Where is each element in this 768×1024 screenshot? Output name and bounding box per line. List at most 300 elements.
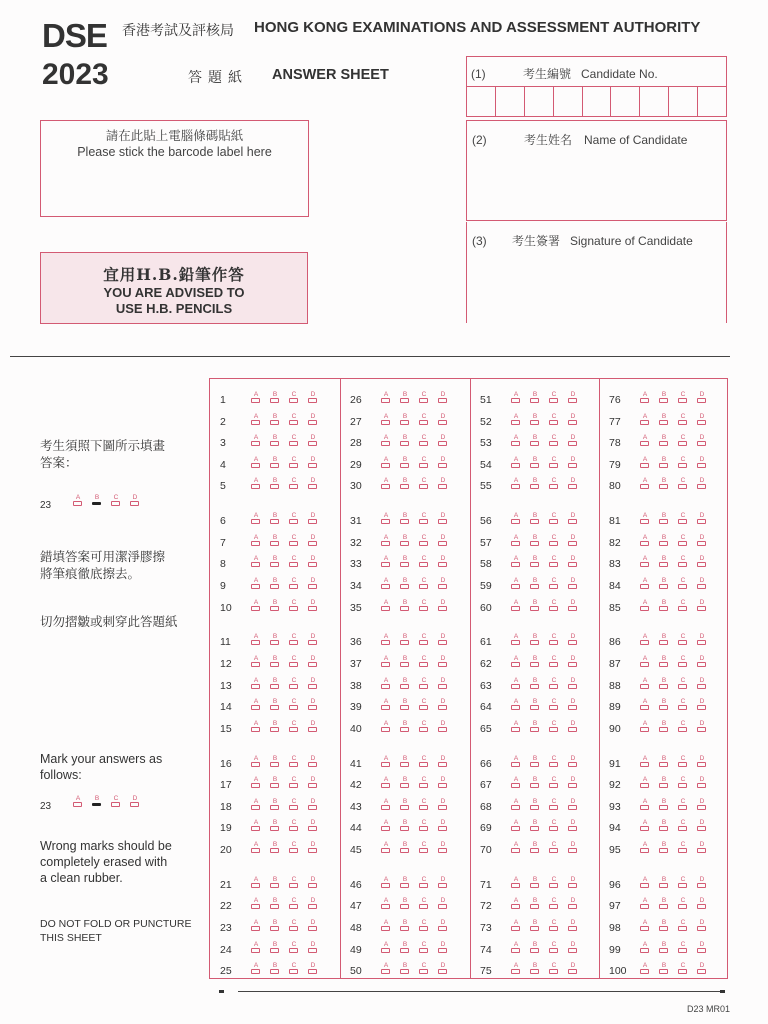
- bubble-c[interactable]: [548, 798, 560, 812]
- bubble-c[interactable]: [677, 798, 689, 812]
- bubble-a[interactable]: [639, 413, 651, 427]
- bubble-d[interactable]: [567, 391, 579, 405]
- bubble-c[interactable]: [548, 720, 560, 734]
- bubble-a[interactable]: [380, 655, 392, 669]
- bubble-c[interactable]: [677, 477, 689, 491]
- bubble-d[interactable]: [307, 841, 319, 855]
- candidate-name-box[interactable]: [466, 120, 727, 221]
- bubble-b[interactable]: [269, 720, 281, 734]
- bubble-c[interactable]: [418, 776, 430, 790]
- candidate-number-cell[interactable]: [467, 87, 496, 116]
- bubble-b[interactable]: [269, 633, 281, 647]
- bubble-b[interactable]: [529, 798, 541, 812]
- bubble-b[interactable]: [269, 391, 281, 405]
- bubble-c[interactable]: [548, 555, 560, 569]
- bubble-a[interactable]: [380, 512, 392, 526]
- bubble-b[interactable]: [658, 456, 670, 470]
- bubble-a[interactable]: [250, 841, 262, 855]
- bubble-d[interactable]: [307, 755, 319, 769]
- candidate-number-cell[interactable]: [583, 87, 612, 116]
- bubble-b[interactable]: [269, 599, 281, 613]
- bubble-a[interactable]: [639, 655, 651, 669]
- bubble-d[interactable]: [696, 941, 708, 955]
- bubble-b[interactable]: [658, 599, 670, 613]
- bubble-c[interactable]: [418, 655, 430, 669]
- bubble-c[interactable]: [548, 655, 560, 669]
- bubble-d[interactable]: [437, 677, 449, 691]
- bubble-b[interactable]: [658, 512, 670, 526]
- bubble-c[interactable]: [418, 633, 430, 647]
- bubble-c[interactable]: [288, 919, 300, 933]
- bubble-b[interactable]: [399, 776, 411, 790]
- bubble-d[interactable]: [567, 962, 579, 976]
- bubble-a[interactable]: [380, 599, 392, 613]
- bubble-d[interactable]: [307, 876, 319, 890]
- bubble-d[interactable]: [307, 897, 319, 911]
- bubble-b[interactable]: [399, 962, 411, 976]
- bubble-b[interactable]: [269, 897, 281, 911]
- bubble-c[interactable]: [418, 798, 430, 812]
- bubble-d[interactable]: [437, 534, 449, 548]
- bubble-c[interactable]: [110, 795, 122, 809]
- bubble-a[interactable]: [250, 599, 262, 613]
- bubble-a[interactable]: [380, 897, 392, 911]
- bubble-a[interactable]: [380, 555, 392, 569]
- bubble-b[interactable]: [269, 434, 281, 448]
- bubble-b[interactable]: [399, 577, 411, 591]
- bubble-a[interactable]: [639, 477, 651, 491]
- bubble-c[interactable]: [548, 512, 560, 526]
- bubble-c[interactable]: [677, 677, 689, 691]
- bubble-a[interactable]: [250, 819, 262, 833]
- bubble-a[interactable]: [250, 633, 262, 647]
- bubble-a[interactable]: [510, 512, 522, 526]
- bubble-a[interactable]: [380, 876, 392, 890]
- bubble-d[interactable]: [437, 434, 449, 448]
- bubble-d[interactable]: [696, 456, 708, 470]
- bubble-c[interactable]: [288, 798, 300, 812]
- bubble-a[interactable]: [250, 655, 262, 669]
- bubble-d[interactable]: [437, 577, 449, 591]
- bubble-b[interactable]: [658, 897, 670, 911]
- bubble-b[interactable]: [91, 795, 103, 809]
- bubble-c[interactable]: [677, 577, 689, 591]
- bubble-c[interactable]: [677, 962, 689, 976]
- bubble-c[interactable]: [548, 577, 560, 591]
- bubble-a[interactable]: [639, 798, 651, 812]
- bubble-b[interactable]: [529, 819, 541, 833]
- bubble-a[interactable]: [250, 720, 262, 734]
- bubble-a[interactable]: [510, 841, 522, 855]
- bubble-d[interactable]: [437, 698, 449, 712]
- candidate-number-cell[interactable]: [669, 87, 698, 116]
- bubble-d[interactable]: [437, 897, 449, 911]
- bubble-a[interactable]: [250, 477, 262, 491]
- bubble-b[interactable]: [529, 841, 541, 855]
- bubble-d[interactable]: [437, 391, 449, 405]
- bubble-b[interactable]: [658, 819, 670, 833]
- bubble-d[interactable]: [696, 655, 708, 669]
- bubble-c[interactable]: [548, 677, 560, 691]
- bubble-c[interactable]: [677, 599, 689, 613]
- bubble-c[interactable]: [288, 819, 300, 833]
- bubble-d[interactable]: [129, 494, 141, 508]
- bubble-c[interactable]: [677, 897, 689, 911]
- bubble-c[interactable]: [288, 876, 300, 890]
- bubble-b[interactable]: [529, 456, 541, 470]
- bubble-b[interactable]: [529, 677, 541, 691]
- bubble-a[interactable]: [510, 941, 522, 955]
- bubble-b[interactable]: [399, 919, 411, 933]
- bubble-a[interactable]: [380, 577, 392, 591]
- bubble-b[interactable]: [269, 798, 281, 812]
- bubble-b[interactable]: [529, 919, 541, 933]
- bubble-c[interactable]: [418, 577, 430, 591]
- bubble-d[interactable]: [567, 512, 579, 526]
- bubble-d[interactable]: [437, 655, 449, 669]
- bubble-c[interactable]: [288, 477, 300, 491]
- bubble-b[interactable]: [399, 941, 411, 955]
- bubble-c[interactable]: [677, 698, 689, 712]
- bubble-b[interactable]: [269, 456, 281, 470]
- bubble-d[interactable]: [307, 413, 319, 427]
- bubble-d[interactable]: [437, 876, 449, 890]
- bubble-a[interactable]: [639, 755, 651, 769]
- bubble-c[interactable]: [548, 941, 560, 955]
- bubble-a[interactable]: [639, 512, 651, 526]
- bubble-c[interactable]: [288, 776, 300, 790]
- bubble-a[interactable]: [510, 698, 522, 712]
- bubble-a[interactable]: [250, 456, 262, 470]
- bubble-b[interactable]: [399, 755, 411, 769]
- bubble-a[interactable]: [380, 841, 392, 855]
- bubble-c[interactable]: [288, 720, 300, 734]
- bubble-c[interactable]: [418, 819, 430, 833]
- bubble-c[interactable]: [418, 555, 430, 569]
- bubble-d[interactable]: [307, 391, 319, 405]
- bubble-d[interactable]: [696, 919, 708, 933]
- bubble-b[interactable]: [658, 919, 670, 933]
- bubble-d[interactable]: [696, 555, 708, 569]
- bubble-a[interactable]: [510, 776, 522, 790]
- bubble-b[interactable]: [399, 798, 411, 812]
- bubble-d[interactable]: [307, 555, 319, 569]
- bubble-c[interactable]: [418, 599, 430, 613]
- bubble-b[interactable]: [269, 677, 281, 691]
- bubble-c[interactable]: [677, 534, 689, 548]
- bubble-d[interactable]: [307, 534, 319, 548]
- bubble-c[interactable]: [418, 677, 430, 691]
- bubble-d[interactable]: [437, 512, 449, 526]
- bubble-c[interactable]: [418, 720, 430, 734]
- bubble-c[interactable]: [548, 534, 560, 548]
- bubble-c[interactable]: [418, 534, 430, 548]
- bubble-c[interactable]: [677, 919, 689, 933]
- bubble-b[interactable]: [269, 941, 281, 955]
- bubble-d[interactable]: [696, 776, 708, 790]
- bubble-a[interactable]: [510, 962, 522, 976]
- bubble-d[interactable]: [696, 720, 708, 734]
- bubble-a[interactable]: [639, 897, 651, 911]
- bubble-c[interactable]: [677, 841, 689, 855]
- bubble-b[interactable]: [399, 720, 411, 734]
- bubble-a[interactable]: [510, 633, 522, 647]
- bubble-d[interactable]: [696, 599, 708, 613]
- bubble-a[interactable]: [250, 919, 262, 933]
- bubble-b[interactable]: [399, 534, 411, 548]
- bubble-c[interactable]: [677, 413, 689, 427]
- bubble-a[interactable]: [510, 655, 522, 669]
- bubble-d[interactable]: [437, 962, 449, 976]
- bubble-d[interactable]: [437, 633, 449, 647]
- bubble-d[interactable]: [696, 876, 708, 890]
- bubble-b[interactable]: [658, 555, 670, 569]
- bubble-d[interactable]: [696, 841, 708, 855]
- bubble-d[interactable]: [696, 391, 708, 405]
- bubble-b[interactable]: [529, 698, 541, 712]
- bubble-d[interactable]: [437, 919, 449, 933]
- bubble-b[interactable]: [399, 512, 411, 526]
- bubble-b[interactable]: [658, 477, 670, 491]
- bubble-d[interactable]: [696, 897, 708, 911]
- bubble-b[interactable]: [269, 919, 281, 933]
- bubble-a[interactable]: [250, 776, 262, 790]
- bubble-c[interactable]: [288, 698, 300, 712]
- bubble-b[interactable]: [658, 413, 670, 427]
- bubble-a[interactable]: [510, 897, 522, 911]
- bubble-a[interactable]: [639, 599, 651, 613]
- bubble-d[interactable]: [307, 819, 319, 833]
- bubble-c[interactable]: [677, 720, 689, 734]
- bubble-a[interactable]: [510, 555, 522, 569]
- bubble-d[interactable]: [567, 941, 579, 955]
- bubble-b[interactable]: [399, 413, 411, 427]
- bubble-c[interactable]: [548, 391, 560, 405]
- bubble-b[interactable]: [529, 720, 541, 734]
- bubble-c[interactable]: [288, 897, 300, 911]
- bubble-b[interactable]: [529, 413, 541, 427]
- bubble-c[interactable]: [288, 577, 300, 591]
- bubble-a[interactable]: [639, 577, 651, 591]
- bubble-d[interactable]: [437, 555, 449, 569]
- bubble-d[interactable]: [307, 962, 319, 976]
- bubble-d[interactable]: [567, 897, 579, 911]
- bubble-d[interactable]: [567, 677, 579, 691]
- bubble-d[interactable]: [567, 577, 579, 591]
- bubble-b[interactable]: [658, 677, 670, 691]
- bubble-d[interactable]: [437, 477, 449, 491]
- bubble-a[interactable]: [380, 391, 392, 405]
- bubble-a[interactable]: [510, 819, 522, 833]
- bubble-b[interactable]: [399, 477, 411, 491]
- bubble-c[interactable]: [548, 413, 560, 427]
- bubble-c[interactable]: [418, 919, 430, 933]
- bubble-b[interactable]: [658, 755, 670, 769]
- bubble-b[interactable]: [658, 391, 670, 405]
- bubble-a[interactable]: [380, 456, 392, 470]
- bubble-b[interactable]: [658, 776, 670, 790]
- bubble-a[interactable]: [639, 677, 651, 691]
- bubble-c[interactable]: [288, 841, 300, 855]
- bubble-c[interactable]: [418, 841, 430, 855]
- bubble-c[interactable]: [677, 391, 689, 405]
- bubble-c[interactable]: [288, 434, 300, 448]
- bubble-d[interactable]: [696, 798, 708, 812]
- bubble-b[interactable]: [658, 876, 670, 890]
- bubble-d[interactable]: [307, 677, 319, 691]
- bubble-d[interactable]: [567, 819, 579, 833]
- bubble-a[interactable]: [250, 677, 262, 691]
- bubble-b[interactable]: [529, 555, 541, 569]
- bubble-c[interactable]: [677, 512, 689, 526]
- bubble-b[interactable]: [529, 577, 541, 591]
- bubble-c[interactable]: [677, 434, 689, 448]
- candidate-number-cells[interactable]: [467, 86, 726, 116]
- bubble-a[interactable]: [510, 434, 522, 448]
- bubble-c[interactable]: [418, 477, 430, 491]
- bubble-d[interactable]: [437, 798, 449, 812]
- bubble-c[interactable]: [418, 897, 430, 911]
- bubble-d[interactable]: [567, 698, 579, 712]
- bubble-a[interactable]: [250, 876, 262, 890]
- bubble-c[interactable]: [288, 413, 300, 427]
- bubble-b[interactable]: [658, 577, 670, 591]
- bubble-a[interactable]: [250, 391, 262, 405]
- bubble-a[interactable]: [250, 798, 262, 812]
- bubble-d[interactable]: [696, 633, 708, 647]
- bubble-d[interactable]: [437, 819, 449, 833]
- bubble-d[interactable]: [437, 456, 449, 470]
- bubble-c[interactable]: [677, 456, 689, 470]
- bubble-d[interactable]: [696, 413, 708, 427]
- bubble-a[interactable]: [639, 841, 651, 855]
- bubble-d[interactable]: [307, 599, 319, 613]
- bubble-b[interactable]: [269, 876, 281, 890]
- bubble-a[interactable]: [639, 819, 651, 833]
- bubble-c[interactable]: [548, 599, 560, 613]
- bubble-a[interactable]: [639, 534, 651, 548]
- bubble-b[interactable]: [529, 434, 541, 448]
- bubble-b[interactable]: [658, 841, 670, 855]
- bubble-a[interactable]: [380, 819, 392, 833]
- bubble-c[interactable]: [677, 755, 689, 769]
- bubble-d[interactable]: [696, 577, 708, 591]
- bubble-d[interactable]: [696, 534, 708, 548]
- bubble-a[interactable]: [380, 477, 392, 491]
- bubble-a[interactable]: [250, 534, 262, 548]
- bubble-c[interactable]: [288, 941, 300, 955]
- bubble-b[interactable]: [529, 599, 541, 613]
- bubble-d[interactable]: [567, 633, 579, 647]
- bubble-a[interactable]: [639, 555, 651, 569]
- bubble-a[interactable]: [250, 434, 262, 448]
- bubble-a[interactable]: [510, 577, 522, 591]
- bubble-c[interactable]: [548, 897, 560, 911]
- bubble-d[interactable]: [437, 599, 449, 613]
- bubble-d[interactable]: [696, 962, 708, 976]
- bubble-d[interactable]: [696, 698, 708, 712]
- bubble-d[interactable]: [307, 477, 319, 491]
- bubble-c[interactable]: [288, 512, 300, 526]
- bubble-b[interactable]: [658, 655, 670, 669]
- bubble-b[interactable]: [529, 633, 541, 647]
- bubble-b[interactable]: [269, 577, 281, 591]
- bubble-a[interactable]: [639, 876, 651, 890]
- bubble-d[interactable]: [307, 776, 319, 790]
- bubble-c[interactable]: [548, 919, 560, 933]
- bubble-b[interactable]: [269, 776, 281, 790]
- bubble-d[interactable]: [696, 512, 708, 526]
- barcode-label-area[interactable]: [40, 120, 309, 217]
- bubble-d[interactable]: [567, 555, 579, 569]
- bubble-c[interactable]: [288, 755, 300, 769]
- bubble-c[interactable]: [418, 755, 430, 769]
- bubble-d[interactable]: [567, 876, 579, 890]
- bubble-d[interactable]: [437, 941, 449, 955]
- bubble-c[interactable]: [677, 555, 689, 569]
- bubble-d[interactable]: [567, 477, 579, 491]
- bubble-b[interactable]: [529, 391, 541, 405]
- bubble-c[interactable]: [288, 962, 300, 976]
- bubble-d[interactable]: [567, 720, 579, 734]
- bubble-c[interactable]: [548, 776, 560, 790]
- bubble-c[interactable]: [418, 876, 430, 890]
- bubble-d[interactable]: [567, 456, 579, 470]
- bubble-c[interactable]: [548, 698, 560, 712]
- bubble-a[interactable]: [380, 720, 392, 734]
- bubble-a[interactable]: [510, 876, 522, 890]
- bubble-c[interactable]: [288, 534, 300, 548]
- bubble-a[interactable]: [72, 494, 84, 508]
- candidate-number-cell[interactable]: [611, 87, 640, 116]
- bubble-a[interactable]: [510, 755, 522, 769]
- bubble-c[interactable]: [548, 819, 560, 833]
- bubble-b[interactable]: [269, 512, 281, 526]
- candidate-number-cell[interactable]: [525, 87, 554, 116]
- bubble-a[interactable]: [639, 434, 651, 448]
- bubble-a[interactable]: [639, 698, 651, 712]
- bubble-b[interactable]: [399, 391, 411, 405]
- bubble-a[interactable]: [380, 677, 392, 691]
- bubble-b[interactable]: [399, 677, 411, 691]
- bubble-b[interactable]: [529, 962, 541, 976]
- bubble-c[interactable]: [418, 434, 430, 448]
- bubble-a[interactable]: [639, 720, 651, 734]
- bubble-c[interactable]: [677, 876, 689, 890]
- bubble-a[interactable]: [510, 413, 522, 427]
- bubble-c[interactable]: [288, 633, 300, 647]
- bubble-b[interactable]: [269, 477, 281, 491]
- bubble-b[interactable]: [399, 555, 411, 569]
- bubble-a[interactable]: [510, 477, 522, 491]
- bubble-b[interactable]: [399, 456, 411, 470]
- bubble-b[interactable]: [399, 599, 411, 613]
- bubble-c[interactable]: [677, 633, 689, 647]
- bubble-b[interactable]: [399, 819, 411, 833]
- bubble-a[interactable]: [380, 434, 392, 448]
- bubble-b[interactable]: [399, 633, 411, 647]
- bubble-a[interactable]: [250, 755, 262, 769]
- bubble-b[interactable]: [658, 720, 670, 734]
- bubble-d[interactable]: [567, 534, 579, 548]
- bubble-d[interactable]: [567, 755, 579, 769]
- bubble-c[interactable]: [288, 555, 300, 569]
- bubble-d[interactable]: [567, 919, 579, 933]
- bubble-a[interactable]: [510, 391, 522, 405]
- bubble-c[interactable]: [418, 413, 430, 427]
- bubble-a[interactable]: [639, 941, 651, 955]
- bubble-b[interactable]: [269, 655, 281, 669]
